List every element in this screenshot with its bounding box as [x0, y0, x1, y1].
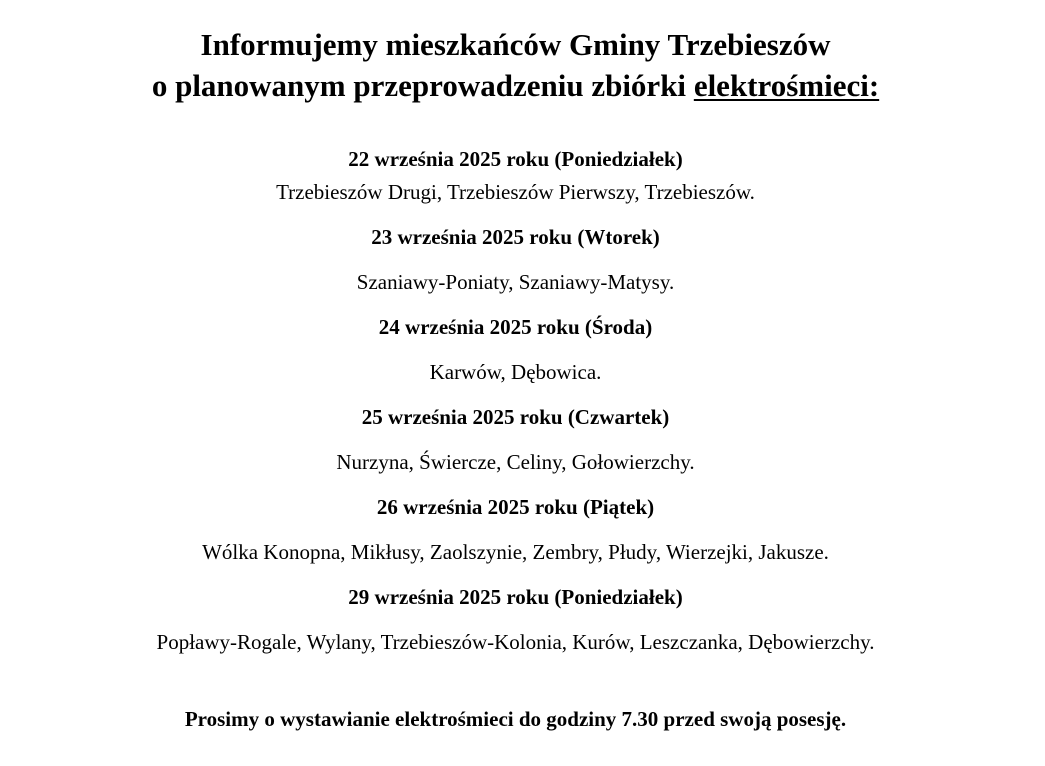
collection-instruction: Prosimy o wystawianie elektrośmieci do godziny 7.30 przed swoją posesję. — [184, 707, 847, 731]
announcement-title-line-1: Informujemy mieszkańców Gminy Trzebieszów — [200, 27, 831, 62]
schedule-places-1: Trzebieszów Drugi, Trzebieszów Pierwszy, Trzebieszów. — [276, 180, 755, 204]
title-underlined-word: elektrośmieci: — [693, 68, 880, 103]
schedule-date-6: 29 września 2025 roku (Poniedziałek) — [348, 585, 683, 609]
schedule-date-2: 23 września 2025 roku (Wtorek) — [371, 225, 660, 249]
schedule-date-3: 24 września 2025 roku (Środa) — [378, 315, 653, 339]
announcement-title-line-2 — [0, 68, 1031, 104]
schedule-places-5: Wólka Konopna, Mikłusy, Zaolszynie, Zembry, Płudy, Wierzejki, Jakusze. — [202, 540, 829, 564]
schedule-places-2: Szaniawy-Poniaty, Szaniawy-Matysy. — [356, 270, 675, 294]
schedule-date-5: 26 września 2025 roku (Piątek) — [376, 495, 655, 519]
schedule-places-6: Popławy-Rogale, Wylany, Trzebieszów-Kolonia, Kurów, Leszczanka, Dębowierzchy. — [156, 630, 875, 654]
title-prefix: o planowanym przeprowadzeniu zbiórki — [151, 68, 694, 103]
schedule-places-4: Nurzyna, Świercze, Celiny, Gołowierzchy. — [336, 450, 695, 474]
schedule-date-4: 25 września 2025 roku (Czwartek) — [361, 405, 670, 429]
schedule-date-1: 22 września 2025 roku (Poniedziałek) — [348, 147, 683, 171]
schedule-places-3: Karwów, Dębowica. — [429, 360, 602, 384]
